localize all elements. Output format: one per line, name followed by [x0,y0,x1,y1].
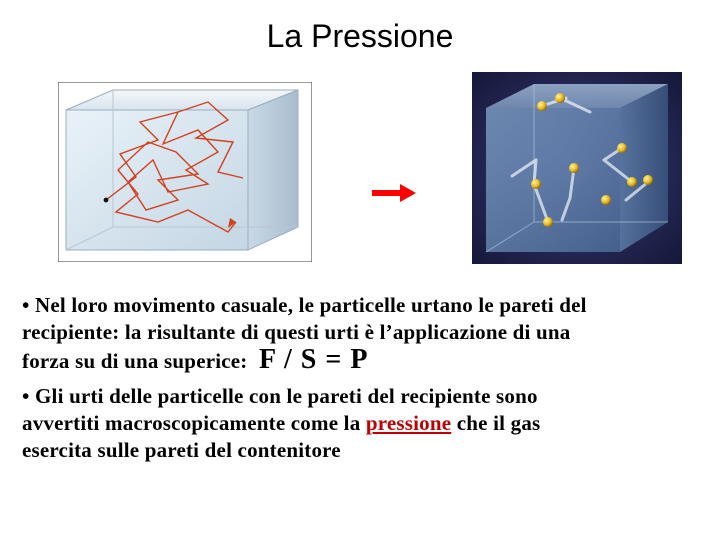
paragraph2-line1: Gli urti delle particelle con le pareti del recipiente sono [35,384,538,408]
right-arrow-icon [372,182,416,204]
random-motion-box-image [58,82,312,262]
paragraph2-line3: esercita sulle pareti del contenitore [22,438,341,462]
paragraph1-line2: recipiente: la risultante di questi urti è l’applicazione di una [22,320,571,344]
paragraph-force [22,292,682,375]
particle-collision-box-image [472,72,682,264]
bullet: • [22,293,30,317]
pressure-formula: F / S = P [258,344,369,375]
paragraph-pressure [22,383,682,464]
paragraph1-line3: forza su di una superice: [22,349,248,373]
body-text [22,292,682,472]
bullet: • [22,384,30,408]
paragraph1-line1: Nel loro movimento casuale, le particelle urtano le pareti del [35,293,587,317]
page-title: La Pressione [266,18,454,54]
paragraph2-line2-before: avvertiti macroscopicamente come la [22,411,361,435]
pressure-keyword: pressione [365,411,452,435]
paragraph2-line2-after: che il gas [456,411,541,435]
